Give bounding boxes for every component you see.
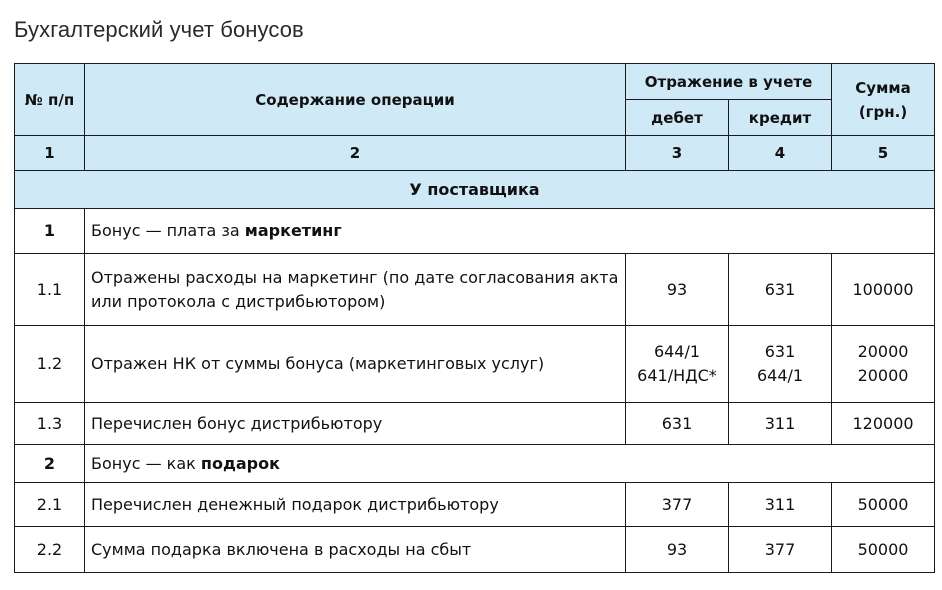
numbering-cell: 3 bbox=[626, 136, 729, 171]
header-sum-line1: Сумма bbox=[855, 78, 911, 97]
numbering-cell: 4 bbox=[729, 136, 832, 171]
credit-value: 644/1 bbox=[756, 366, 804, 385]
row-credit bbox=[729, 483, 832, 527]
credit-value: 631 bbox=[764, 342, 796, 361]
row-num: 1.1 bbox=[15, 254, 85, 326]
row-debit bbox=[626, 326, 729, 403]
row-debit bbox=[626, 403, 729, 445]
debit-value: 641/НДС* bbox=[637, 366, 717, 385]
group-title bbox=[85, 209, 935, 254]
debit-value: 644/1 bbox=[653, 342, 701, 361]
table-row bbox=[15, 254, 935, 326]
group-num: 1 bbox=[15, 209, 85, 254]
row-credit bbox=[729, 403, 832, 445]
row-credit bbox=[729, 326, 832, 403]
table-row bbox=[15, 326, 935, 403]
credit-value: 377 bbox=[764, 539, 796, 559]
row-debit bbox=[626, 254, 729, 326]
sum-value: 20000 bbox=[857, 342, 909, 361]
row-sum bbox=[832, 483, 935, 527]
group-title-bold: подарок bbox=[200, 453, 280, 473]
debit-value: 631 bbox=[661, 413, 693, 433]
row-sum bbox=[832, 326, 935, 403]
numbering-cell: 1 bbox=[15, 136, 85, 171]
credit-value: 311 bbox=[764, 413, 796, 433]
debit-value: 377 bbox=[661, 494, 693, 514]
row-text: Перечислен бонус дистрибьютору bbox=[85, 403, 626, 445]
row-sum bbox=[832, 527, 935, 573]
numbering-cell: 2 bbox=[85, 136, 626, 171]
numbering-cell: 5 bbox=[832, 136, 935, 171]
row-debit bbox=[626, 483, 729, 527]
table-row bbox=[15, 527, 935, 573]
group-title bbox=[85, 445, 935, 483]
header-debit: дебет bbox=[626, 100, 729, 136]
row-text: Сумма подарка включена в расходы на сбыт bbox=[85, 527, 626, 573]
page-title: Бухгалтерский учет бонусов bbox=[14, 17, 304, 42]
header-sum bbox=[832, 64, 935, 136]
row-text: Отражен НК от суммы бонуса (маркетинговых услуг) bbox=[85, 326, 626, 403]
group-title-bold: маркетинг bbox=[244, 221, 342, 240]
header-sum-line2: (грн.) bbox=[858, 102, 908, 121]
sum-value: 20000 bbox=[857, 366, 909, 385]
row-num: 1.3 bbox=[15, 403, 85, 445]
credit-value: 631 bbox=[764, 279, 796, 299]
row-text: Перечислен денежный подарок дистрибьютору bbox=[85, 483, 626, 527]
debit-value: 93 bbox=[666, 279, 688, 299]
header-credit: кредит bbox=[729, 100, 832, 136]
row-credit bbox=[729, 527, 832, 573]
row-sum bbox=[832, 403, 935, 445]
bonus-accounting-table bbox=[14, 63, 935, 573]
group-title-prefix: Бонус — как bbox=[91, 453, 201, 473]
row-credit bbox=[729, 254, 832, 326]
header-content: Содержание операции bbox=[85, 64, 626, 136]
group-title-prefix: Бонус — плата за bbox=[91, 221, 245, 240]
debit-value: 93 bbox=[666, 539, 688, 559]
row-num: 2.1 bbox=[15, 483, 85, 527]
header-reflection: Отражение в учете bbox=[626, 64, 832, 100]
row-debit bbox=[626, 527, 729, 573]
group-num: 2 bbox=[15, 445, 85, 483]
credit-value: 311 bbox=[764, 494, 796, 514]
row-text: Отражены расходы на маркетинг (по дате согласования акта или протокола с дистрибьютором) bbox=[85, 254, 626, 326]
section-header: У поставщика bbox=[15, 171, 935, 209]
sum-value: 100000 bbox=[852, 279, 914, 299]
table-row bbox=[15, 483, 935, 527]
header-num: № п/п bbox=[15, 64, 85, 136]
group-row bbox=[15, 445, 935, 483]
sum-value: 120000 bbox=[852, 413, 914, 433]
table-row bbox=[15, 403, 935, 445]
row-num: 2.2 bbox=[15, 527, 85, 573]
row-sum bbox=[832, 254, 935, 326]
group-row bbox=[15, 209, 935, 254]
sum-value: 50000 bbox=[857, 539, 909, 559]
row-num: 1.2 bbox=[15, 326, 85, 403]
sum-value: 50000 bbox=[857, 494, 909, 514]
